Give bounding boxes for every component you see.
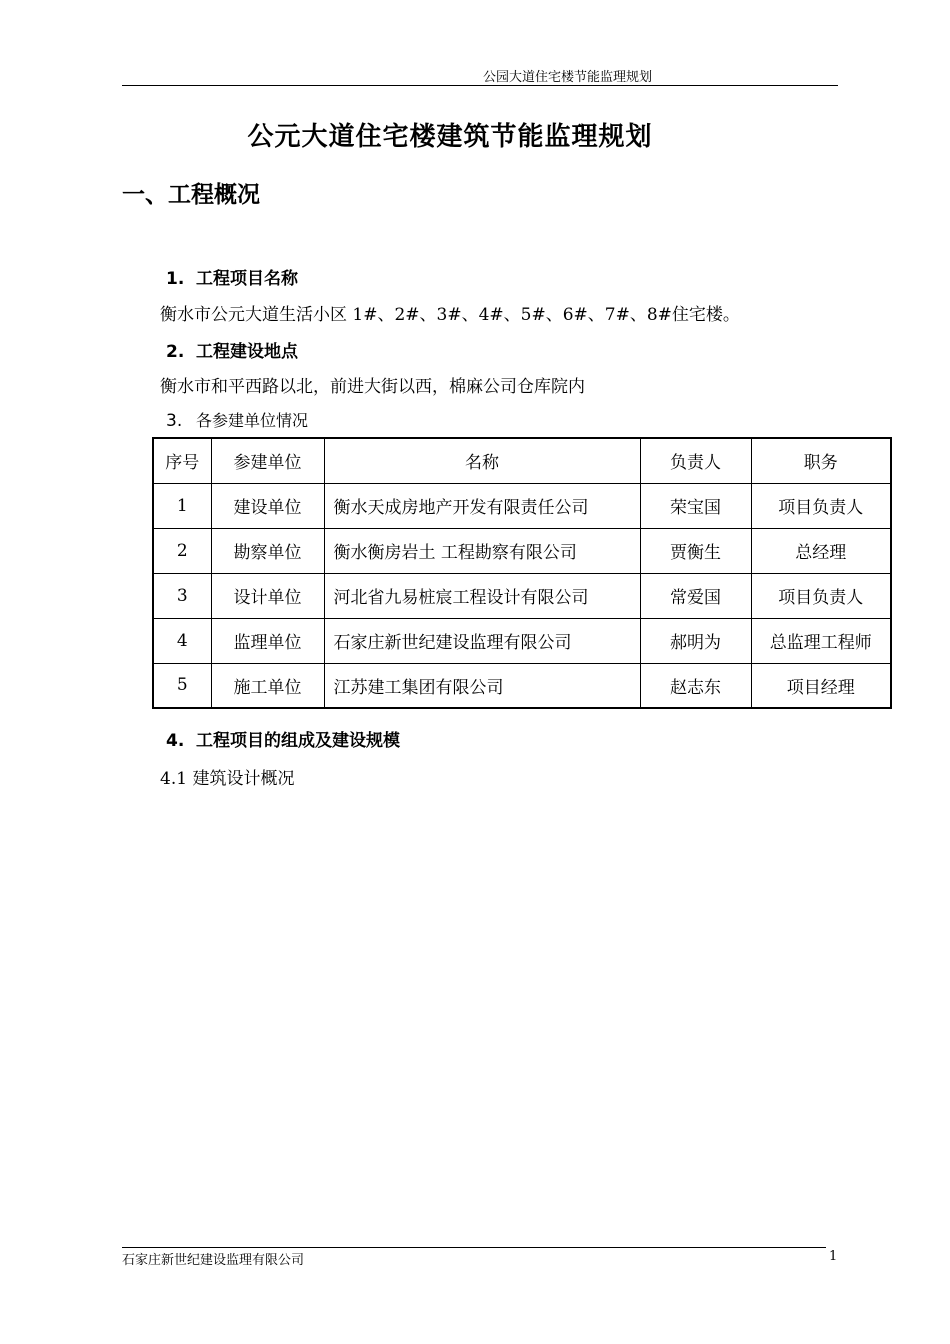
- table-cell: 郝明为: [640, 618, 751, 663]
- table-cell: 监理单位: [211, 618, 324, 663]
- table-cell: 2: [153, 528, 211, 573]
- table-cell: 河北省九易桩宸工程设计有限公司: [324, 573, 640, 618]
- item-2-number: 2.: [166, 342, 185, 362]
- table-cell: 项目负责人: [751, 483, 891, 528]
- table-cell: 4: [153, 618, 211, 663]
- table-cell: 常爱国: [640, 573, 751, 618]
- item-2-heading: [166, 337, 298, 362]
- item-1-number: 1.: [166, 269, 185, 289]
- item-1-text: 衡水市公元大道生活小区 1#、2#、3#、4#、5#、6#、7#、8#住宅楼。: [160, 305, 740, 325]
- table-row: [153, 483, 891, 528]
- item-1-label: 工程项目名称: [196, 269, 298, 289]
- table-cell: 建设单位: [211, 483, 324, 528]
- table-cell: 5: [153, 663, 211, 708]
- section-heading: 一、工程概况: [122, 182, 260, 208]
- table-cell: 贾衡生: [640, 528, 751, 573]
- table-cell: 项目负责人: [751, 573, 891, 618]
- footer-divider: [122, 1247, 826, 1248]
- table-row: [153, 618, 891, 663]
- table-cell: 1: [153, 483, 211, 528]
- table-cell: 衡水衡房岩土 工程勘察有限公司: [324, 528, 640, 573]
- item-4-number: 4.: [166, 731, 185, 751]
- participants-table: [152, 437, 892, 709]
- document-title: 公元大道住宅楼建筑节能监理规划: [247, 122, 653, 152]
- subitem-4-1: 4.1 建筑设计概况: [160, 769, 295, 789]
- table-header-row: [153, 438, 891, 483]
- running-header: 公园大道住宅楼节能监理规划: [483, 70, 653, 85]
- table-cell: 项目经理: [751, 663, 891, 708]
- footer-company: 石家庄新世纪建设监理有限公司: [122, 1253, 305, 1268]
- table-cell: 3: [153, 573, 211, 618]
- column-header: 序号: [153, 438, 211, 483]
- table-row: [153, 528, 891, 573]
- item-3-number: 3.: [166, 411, 183, 431]
- page-number: 1: [829, 1249, 838, 1264]
- table-cell: 勘察单位: [211, 528, 324, 573]
- column-header: 负责人: [640, 438, 751, 483]
- table-cell: 石家庄新世纪建设监理有限公司: [324, 618, 640, 663]
- item-2-text: 衡水市和平西路以北，前进大街以西，棉麻公司仓库院内: [160, 377, 585, 397]
- item-1-heading: [166, 264, 298, 289]
- column-header: 参建单位: [211, 438, 324, 483]
- table-cell: 衡水天成房地产开发有限责任公司: [324, 483, 640, 528]
- table-cell: 总经理: [751, 528, 891, 573]
- item-3-label: 各参建单位情况: [196, 411, 309, 430]
- table-cell: 施工单位: [211, 663, 324, 708]
- table-cell: 荣宝国: [640, 483, 751, 528]
- column-header: 职务: [751, 438, 891, 483]
- item-2-label: 工程建设地点: [196, 342, 298, 362]
- table-cell: 赵志东: [640, 663, 751, 708]
- header-divider: [122, 85, 838, 86]
- table-cell: 总监理工程师: [751, 618, 891, 663]
- item-3-heading: [166, 408, 308, 431]
- item-4-label: 工程项目的组成及建设规模: [196, 731, 400, 751]
- table-row: [153, 573, 891, 618]
- column-header: 名称: [324, 438, 640, 483]
- item-4-heading: [166, 726, 400, 751]
- table-cell: 设计单位: [211, 573, 324, 618]
- table-cell: 江苏建工集团有限公司: [324, 663, 640, 708]
- table-row: [153, 663, 891, 708]
